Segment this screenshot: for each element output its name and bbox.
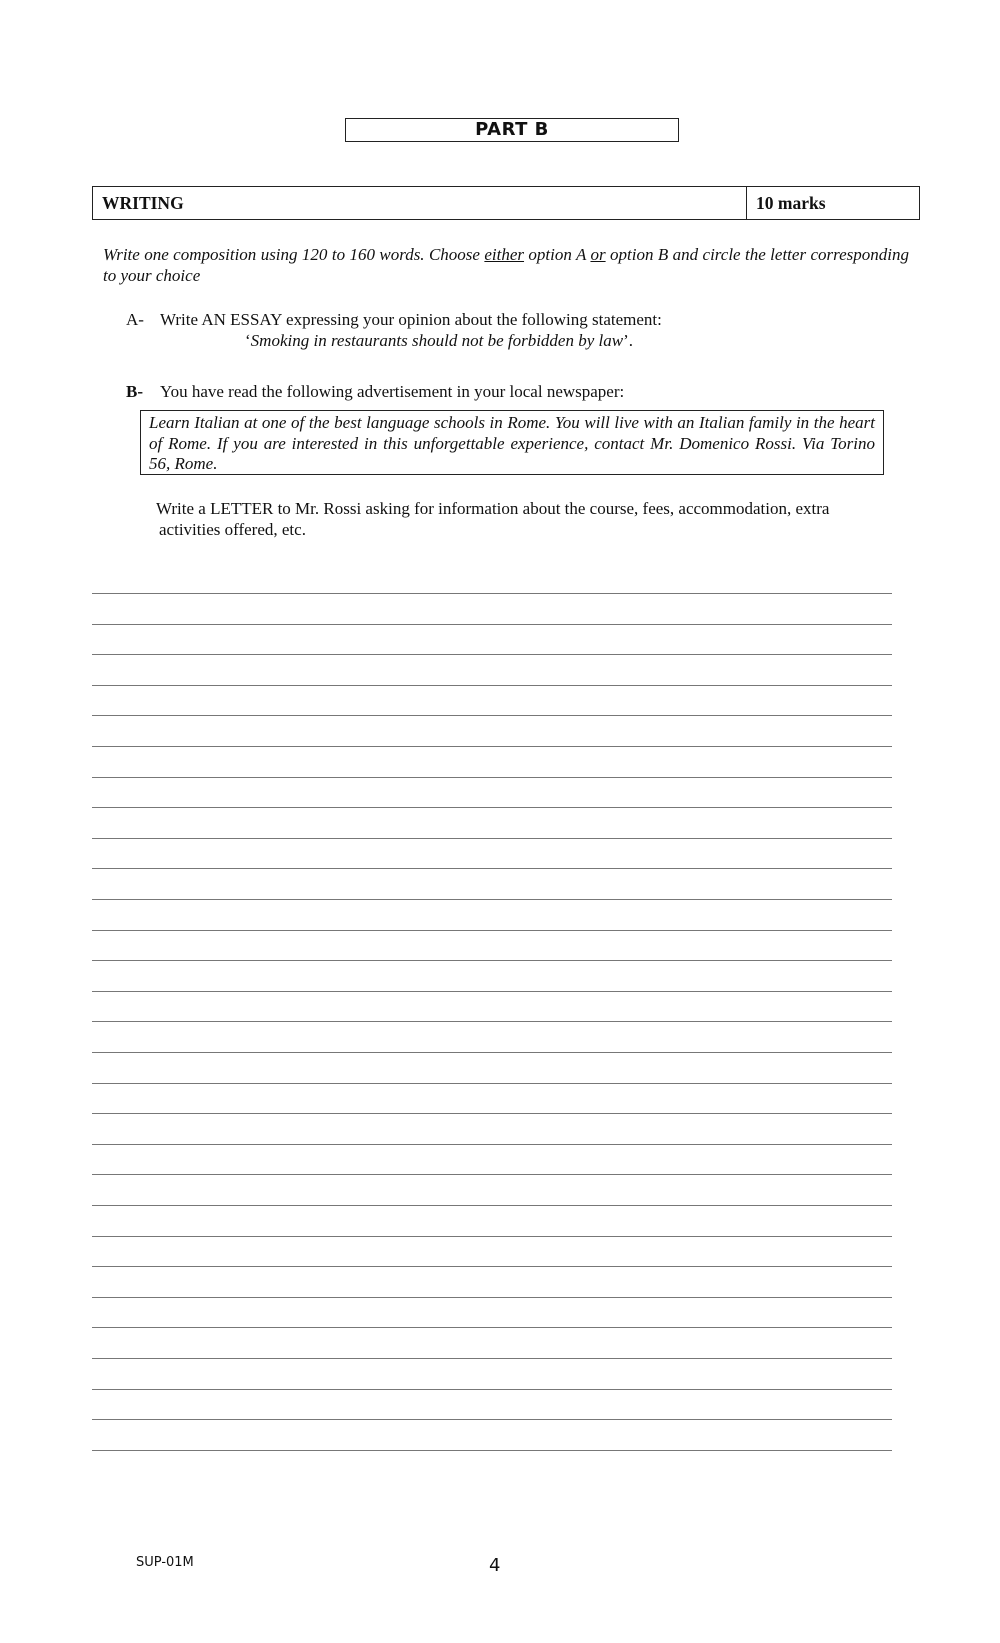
answer-line[interactable] [92,991,892,992]
option-a-text: Write AN ESSAY expressing your opinion about the following statement: [160,310,662,329]
answer-line[interactable] [92,1052,892,1053]
quote-close: ’. [623,331,634,350]
answer-line[interactable] [92,1174,892,1175]
option-b-tag: B- [126,382,143,401]
answer-line[interactable] [92,715,892,716]
answer-lines[interactable] [92,0,892,1643]
answer-line[interactable] [92,1266,892,1267]
answer-line[interactable] [92,807,892,808]
answer-line[interactable] [92,1113,892,1114]
option-b-text: You have read the following advertisement in your local newspaper: [160,382,625,401]
letter-line-2: activities offered, etc. [159,520,306,539]
answer-line[interactable] [92,593,892,594]
advertisement-box: Learn Italian at one of the best language schools in Rome. You will live with an Italian family in the heart of Rome. If you are interested in this unforgettable experience, contact Mr. Domenico Rossi. Via Torino 56, Rome. [140,410,884,475]
footer-code: SUP-01M [136,1555,194,1570]
option-a-quote: Smoking in restaurants should not be forbidden by law [250,331,624,350]
answer-line[interactable] [92,685,892,686]
instructions-or: or [590,245,606,264]
answer-line[interactable] [92,899,892,900]
answer-line[interactable] [92,746,892,747]
answer-line[interactable] [92,1419,892,1420]
quote-open: ‘ [245,331,251,350]
part-title: PART B [345,118,679,142]
answer-line[interactable] [92,930,892,931]
instructions-text-3: option B and circle the letter corresponding to your choice [103,245,909,285]
answer-line[interactable] [92,868,892,869]
answer-line[interactable] [92,777,892,778]
answer-line[interactable] [92,1236,892,1237]
option-a-tag: A- [126,310,144,329]
instructions-either: either [484,245,525,264]
answer-line[interactable] [92,960,892,961]
answer-line[interactable] [92,1327,892,1328]
answer-line[interactable] [92,1021,892,1022]
section-marks: 10 marks [756,193,826,213]
page-number: 4 [489,1555,501,1576]
answer-line[interactable] [92,1083,892,1084]
answer-line[interactable] [92,1144,892,1145]
instructions-text-1: Write one composition using 120 to 160 words. Choose [103,245,485,264]
instructions-text-2: option A [524,245,591,264]
answer-line[interactable] [92,1205,892,1206]
answer-line[interactable] [92,624,892,625]
answer-line[interactable] [92,1389,892,1390]
section-title: WRITING [93,187,747,219]
answer-line[interactable] [92,1297,892,1298]
answer-line[interactable] [92,1358,892,1359]
answer-line[interactable] [92,1450,892,1451]
answer-line[interactable] [92,838,892,839]
letter-line-1: Write a LETTER to Mr. Rossi asking for information about the course, fees, accommodation, extra [156,499,830,518]
answer-line[interactable] [92,654,892,655]
